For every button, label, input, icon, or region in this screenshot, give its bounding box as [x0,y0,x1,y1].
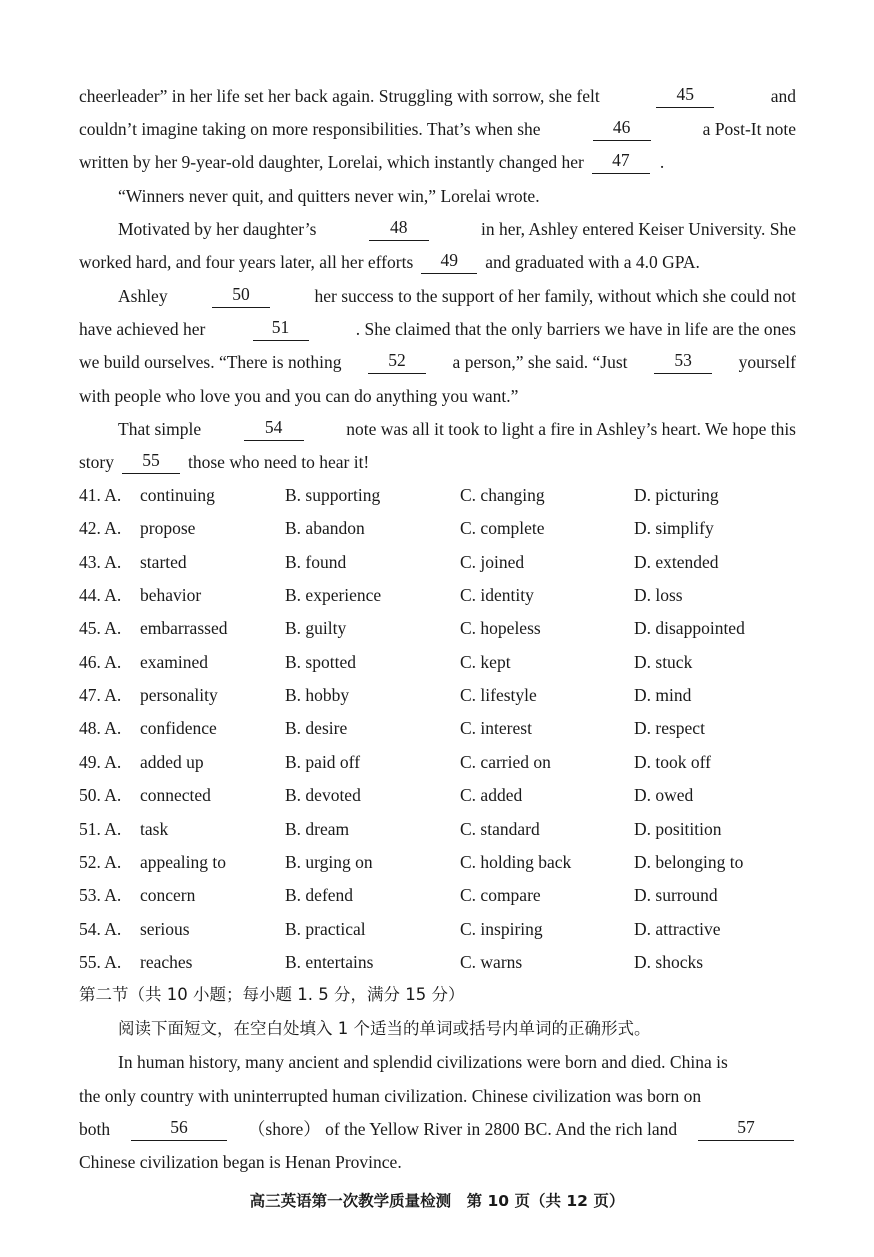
option-d: D. mind [634,685,692,706]
option-d: D. respect [634,718,705,739]
passage-line: the only country with uninterrupted human civilization. Chinese civilization was born on [79,1086,702,1106]
section-heading: 第二节（共 10 小题；每小题 1. 5 分，满分 15 分） [79,985,465,1004]
option-b: B. urging on [285,851,373,872]
option-d: D. belonging to [634,851,744,872]
question-number: 41. A. [79,485,122,505]
blank-55: 55 [122,450,180,474]
option-a: reaches [140,951,193,972]
option-a: started [140,551,187,572]
option-a: behavior [140,585,202,606]
option-b: B. defend [285,885,354,906]
option-d: D. disappointed [634,618,745,639]
option-b: B. found [285,551,347,572]
passage-line: with people who love you and you can do anything you want.” [79,386,519,406]
passage-line: cheerleader” in her life set her back again. Struggling with sorrow, she felt 45 and [79,84,796,106]
option-a: propose [140,518,196,539]
option-b: B. desire [285,718,348,739]
option-b: B. hobby [285,685,350,706]
option-c: C. complete [460,518,545,539]
option-d: D. stuck [634,651,693,672]
blank-46: 46 [593,117,651,141]
blank-49: 49 [421,250,477,274]
option-c: C. carried on [460,751,551,772]
passage-line: That simple 54 note was all it took to light a fire in Ashley’s heart. We hope this [118,417,796,439]
section-instruction: 阅读下面短文，在空白处填入 1 个适当的单词或括号内单词的正确形式。 [118,1019,651,1038]
option-b: B. supporting [285,485,381,505]
question-number: 48. A. [79,718,122,739]
passage-line: Motivated by her daughter’s 48 in her, Ashley entered Keiser University. She [118,217,796,239]
option-d: D. took off [634,751,711,772]
option-b: B. experience [285,585,382,606]
passage-line: Ashley 50 her success to the support of her family, without which she could not [118,284,796,306]
blank-52: 52 [368,350,426,374]
option-d: D. owed [634,785,694,806]
question-number: 55. A. [79,951,122,972]
option-c: C. kept [460,651,511,672]
option-c: C. changing [460,485,545,505]
blank-45: 45 [656,84,714,108]
option-c: C. added [460,785,523,806]
option-c: C. identity [460,585,534,606]
option-c: C. holding back [460,851,572,872]
option-d: D. extended [634,551,719,572]
question-number: 43. A. [79,551,122,572]
option-b: B. abandon [285,518,365,539]
option-d: D. simplify [634,518,714,539]
option-d: D. positition [634,818,722,839]
passage-line: In human history, many ancient and splendid civilizations were born and died. China is [118,1052,728,1072]
passage-line: both 56 （shore） of the Yellow River in 2800 BC. And the rich land 57 [79,1117,796,1141]
passage-line: couldn’t imagine taking on more responsibilities. That’s when she 46 a Post-It note [79,117,796,139]
option-c: C. compare [460,885,541,906]
option-b: B. entertains [285,951,374,972]
option-a: concern [140,885,196,906]
option-b: B. dream [285,818,350,839]
option-b: B. guilty [285,618,347,639]
option-a: examined [140,651,209,672]
option-a: embarrassed [140,618,228,639]
option-b: B. spotted [285,651,356,672]
option-c: C. lifestyle [460,685,537,706]
question-number: 42. A. [79,518,122,539]
option-c: C. hopeless [460,618,541,639]
option-a: task [140,818,169,839]
blank-50: 50 [212,284,270,308]
passage-line: written by her 9-year-old daughter, Lorelai, which instantly changed her 47 . [79,150,665,172]
option-b: B. devoted [285,785,361,806]
page-footer: 高三英语第一次教学质量检测 第 10 页（共 12 页） [249,1192,625,1210]
question-number: 47. A. [79,685,122,706]
option-a: continuing [140,485,215,505]
option-b: B. practical [285,918,366,939]
question-number: 44. A. [79,585,122,606]
option-c: C. joined [460,551,525,572]
option-a: connected [140,785,211,806]
option-c: C. interest [460,718,532,739]
blank-47: 47 [592,150,650,174]
question-number: 53. A. [79,885,122,906]
question-number: 50. A. [79,785,122,806]
question-number: 45. A. [79,618,122,639]
passage-line: have achieved her 51 . She claimed that the only barriers we have in life are the ones [79,317,796,339]
option-d: D. surround [634,885,718,906]
passage-line: we build ourselves. “There is nothing 52 a person,” she said. “Just 53 yourself [79,350,796,372]
blank-57: 57 [698,1117,794,1141]
option-a: added up [140,751,204,772]
passage-line: worked hard, and four years later, all her efforts 49 and graduated with a 4.0 GPA. [79,250,700,272]
option-a: personality [140,685,218,706]
option-a: confidence [140,718,217,739]
option-d: D. shocks [634,951,704,972]
option-c: C. standard [460,818,540,839]
question-number: 49. A. [79,751,122,772]
option-c: C. inspiring [460,918,543,939]
passage-line: “Winners never quit, and quitters never win,” Lorelai wrote. [118,186,540,206]
option-d: D. attractive [634,918,721,939]
question-number: 46. A. [79,651,122,672]
option-a: appealing to [140,851,227,872]
blank-56: 56 [131,1117,227,1141]
option-c: C. warns [460,951,523,972]
option-b: B. paid off [285,751,361,772]
passage-line: Chinese civilization began is Henan Province. [79,1152,402,1172]
option-d: D. loss [634,585,683,606]
blank-51: 51 [253,317,309,341]
blank-53: 53 [654,350,712,374]
blank-54: 54 [244,417,304,441]
option-a: serious [140,918,190,939]
passage-line: story 55 those who need to hear it! [79,450,370,472]
option-d: D. picturing [634,485,719,505]
question-number: 54. A. [79,918,122,939]
blank-48: 48 [369,217,429,241]
question-number: 52. A. [79,851,122,872]
question-number: 51. A. [79,818,122,839]
